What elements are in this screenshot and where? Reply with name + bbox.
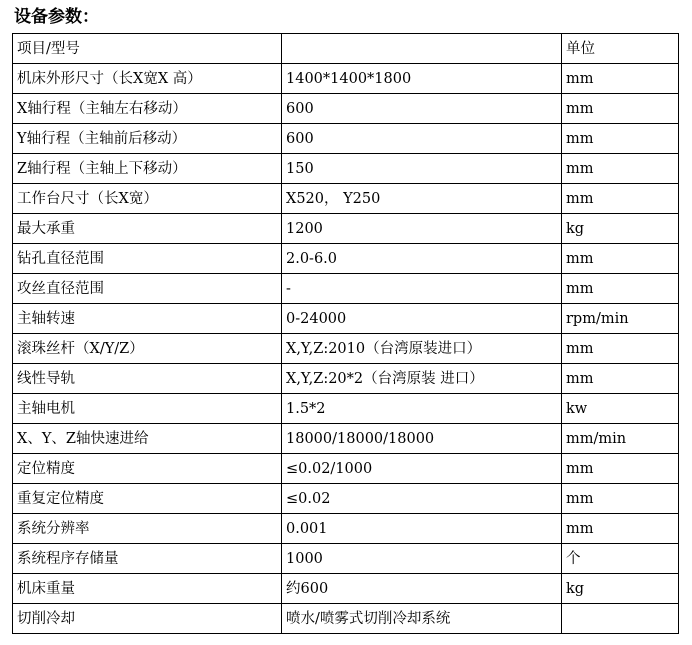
table-row xyxy=(13,334,679,364)
item-cell: X轴行程（主轴左右移动） xyxy=(13,94,282,124)
value-cell: 2.0-6.0 xyxy=(282,244,562,274)
table-row xyxy=(13,364,679,394)
unit-cell: mm xyxy=(562,454,679,484)
section-heading: 设备参数： xyxy=(14,7,99,27)
unit-cell: mm xyxy=(562,514,679,544)
unit-cell: mm/min xyxy=(562,424,679,454)
value-cell: 18000/18000/18000 xyxy=(282,424,562,454)
item-cell: 机床重量 xyxy=(13,574,282,604)
unit-cell: kg xyxy=(562,574,679,604)
item-cell: 钻孔直径范围 xyxy=(13,244,282,274)
item-cell: 机床外形尺寸（长X宽X 高） xyxy=(13,64,282,94)
value-cell: 1.5*2 xyxy=(282,394,562,424)
value-cell: 0-24000 xyxy=(282,304,562,334)
table-row xyxy=(13,514,679,544)
value-cell: 150 xyxy=(282,154,562,184)
unit-cell: mm xyxy=(562,184,679,214)
item-cell: 系统程序存储量 xyxy=(13,544,282,574)
table-row xyxy=(13,34,679,64)
value-cell: 1000 xyxy=(282,544,562,574)
table-row xyxy=(13,94,679,124)
item-cell: 最大承重 xyxy=(13,214,282,244)
item-cell: 滚珠丝杆（X/Y/Z） xyxy=(13,334,282,364)
item-cell: 攻丝直径范围 xyxy=(13,274,282,304)
item-cell: Z轴行程（主轴上下移动） xyxy=(13,154,282,184)
table-row xyxy=(13,184,679,214)
unit-cell: mm xyxy=(562,274,679,304)
value-cell: ≤0.02 xyxy=(282,484,562,514)
item-cell: 线性导轨 xyxy=(13,364,282,394)
table-row xyxy=(13,454,679,484)
value-cell: X,Y,Z:20*2（台湾原装 进口） xyxy=(282,364,562,394)
table-row xyxy=(13,244,679,274)
unit-cell: kg xyxy=(562,214,679,244)
table-row xyxy=(13,124,679,154)
item-cell: 工作台尺寸（长X宽） xyxy=(13,184,282,214)
header-item-cell: 项目/型号 xyxy=(13,34,282,64)
value-cell: 1400*1400*1800 xyxy=(282,64,562,94)
value-cell: 约600 xyxy=(282,574,562,604)
unit-cell: rpm/min xyxy=(562,304,679,334)
item-cell: 重复定位精度 xyxy=(13,484,282,514)
spec-table xyxy=(12,33,679,634)
value-cell: 0.001 xyxy=(282,514,562,544)
table-row xyxy=(13,484,679,514)
value-cell: - xyxy=(282,274,562,304)
item-cell: 系统分辨率 xyxy=(13,514,282,544)
table-row xyxy=(13,544,679,574)
table-row xyxy=(13,394,679,424)
unit-cell: mm xyxy=(562,94,679,124)
unit-cell: mm xyxy=(562,484,679,514)
table-row xyxy=(13,304,679,334)
table-row xyxy=(13,604,679,634)
unit-cell: 个 xyxy=(562,544,679,574)
table-row xyxy=(13,154,679,184)
table-row xyxy=(13,214,679,244)
table-row xyxy=(13,274,679,304)
value-cell: 喷水/喷雾式切削冷却系统 xyxy=(282,604,562,634)
header-unit-cell: 单位 xyxy=(562,34,679,64)
item-cell: 定位精度 xyxy=(13,454,282,484)
unit-cell: mm xyxy=(562,64,679,94)
item-cell: X、Y、Z轴快速进给 xyxy=(13,424,282,454)
header-value-cell xyxy=(282,34,562,64)
unit-cell: mm xyxy=(562,364,679,394)
unit-cell: mm xyxy=(562,124,679,154)
value-cell: 1200 xyxy=(282,214,562,244)
value-cell: 600 xyxy=(282,94,562,124)
item-cell: 主轴电机 xyxy=(13,394,282,424)
table-row xyxy=(13,574,679,604)
item-cell: 主轴转速 xyxy=(13,304,282,334)
table-row xyxy=(13,64,679,94)
unit-cell: mm xyxy=(562,334,679,364)
table-row xyxy=(13,424,679,454)
unit-cell xyxy=(562,604,679,634)
value-cell: X,Y,Z:2010（台湾原装进口） xyxy=(282,334,562,364)
item-cell: Y轴行程（主轴前后移动） xyxy=(13,124,282,154)
unit-cell: mm xyxy=(562,244,679,274)
value-cell: X520， Y250 xyxy=(282,184,562,214)
unit-cell: mm xyxy=(562,154,679,184)
item-cell: 切削冷却 xyxy=(13,604,282,634)
value-cell: 600 xyxy=(282,124,562,154)
value-cell: ≤0.02/1000 xyxy=(282,454,562,484)
unit-cell: kw xyxy=(562,394,679,424)
